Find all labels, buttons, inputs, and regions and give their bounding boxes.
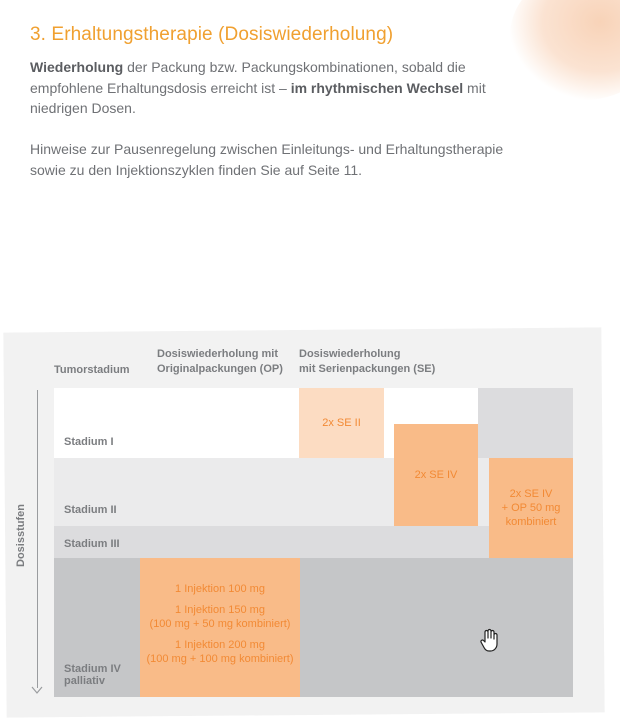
- row-label-stadium-3: Stadium III: [64, 538, 120, 550]
- injection-200mg: 1 Injektion 200 mg: [175, 639, 265, 651]
- row-label-stadium-4-line2: palliativ: [64, 675, 105, 687]
- row-label-stadium-4: [64, 663, 121, 687]
- para1-text-middle: der Packung bzw. Packungskombinationen, sobald die empfohlene Erhaltungsdosis erreicht ist –: [30, 59, 466, 96]
- dose-box-combo-line2: + OP 50 mg: [501, 502, 561, 514]
- row-band-stadium-1-right: [478, 388, 573, 458]
- dose-box-se-2: [299, 388, 384, 458]
- row-label-stadium-1: Stadium I: [64, 436, 114, 448]
- para1-text-end: mit niedrigen Dosen.: [30, 79, 486, 116]
- dose-box-se4-op50: [489, 458, 573, 558]
- column-header-op-line2: Originalpackungen (OP): [157, 363, 283, 375]
- axis-line: [37, 390, 38, 688]
- dose-box-injections: [140, 558, 300, 697]
- dose-box-se-4: [394, 424, 478, 526]
- row-label-stadium-2: Stadium II: [64, 504, 117, 516]
- column-header-tumorstadium: Tumorstadium: [54, 364, 130, 376]
- decorative-watercolor-splash: [510, 0, 620, 100]
- column-header-originalpackungen: [157, 347, 283, 377]
- para1-bold-mid: im rhythmischen Wechsel: [290, 79, 464, 96]
- dose-box-combo-line3: kombiniert: [505, 516, 557, 528]
- column-header-se-line1: Dosiswiederholung: [299, 348, 401, 360]
- section-heading: 3. Erhaltungstherapie (Dosiswiederholung): [30, 24, 394, 45]
- injection-100mg: 1 Injektion 100 mg: [175, 583, 265, 595]
- dose-box-se-4-label: 2x SE IV: [414, 469, 458, 481]
- column-header-se-line2: mit Serienpackungen (SE): [299, 363, 436, 375]
- paragraph-pause-hint: Hinweise zur Pausenregelung zwischen Einleitungs- und Erhaltungstherapie sowie zu den Injektionszyklen finden Sie auf Seite 11.: [30, 141, 504, 178]
- arrow-down-icon: [31, 682, 43, 694]
- injection-150mg: 1 Injektion 150 mg: [175, 604, 265, 616]
- injection-200mg-detail: (100 mg + 100 mg kombiniert): [146, 653, 294, 665]
- para1-bold-start: Wiederholung: [30, 59, 124, 75]
- axis-label-dosisstufen: Dosisstufen: [15, 504, 27, 567]
- hand-cursor-icon: [478, 628, 500, 652]
- injection-150mg-detail: (100 mg + 50 mg kombiniert): [149, 618, 291, 630]
- paragraph-repetition: [30, 57, 510, 119]
- dose-box-combo-line1: 2x SE IV: [509, 488, 553, 500]
- column-header-op-line1: Dosiswiederholung mit: [157, 348, 279, 360]
- row-label-stadium-4-line1: Stadium IV: [64, 663, 121, 675]
- dose-box-se-2-label: 2x SE II: [322, 417, 361, 429]
- column-header-serienpackungen: [299, 347, 435, 377]
